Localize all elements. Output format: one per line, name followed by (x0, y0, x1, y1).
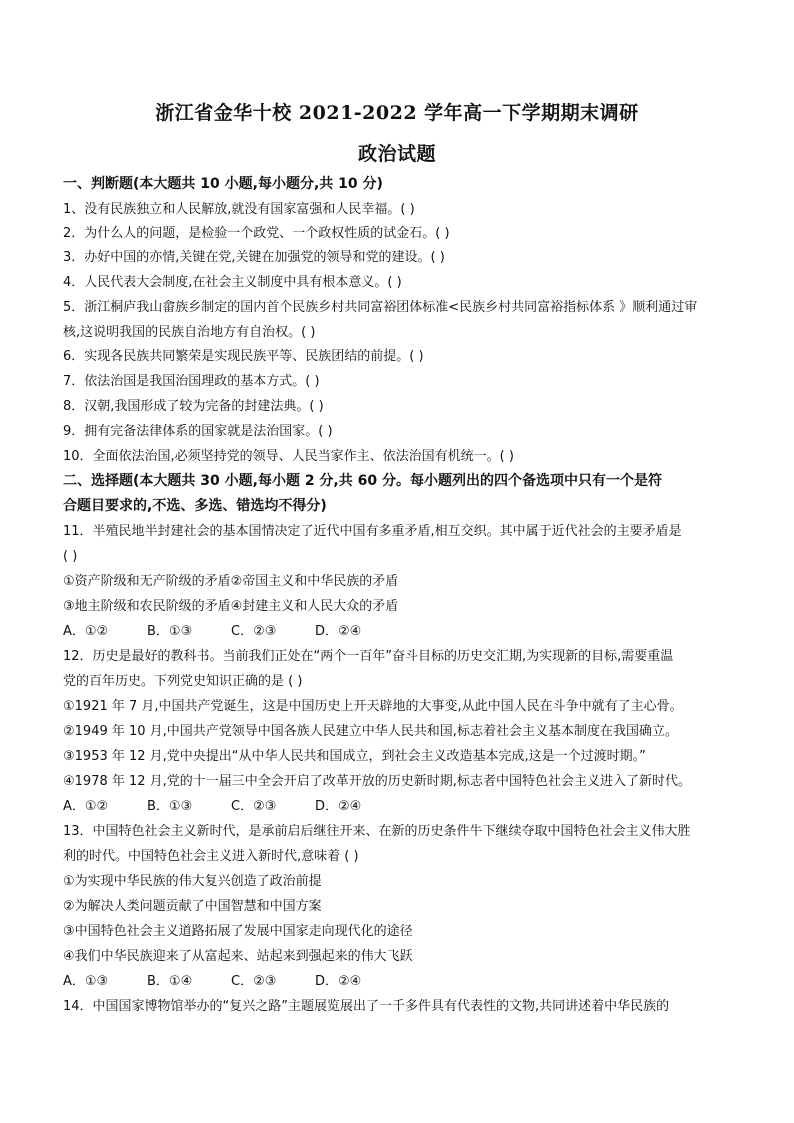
option-b: B．①③ (147, 624, 193, 639)
option-d: D．②④ (315, 799, 362, 814)
part1-heading: 一、判断题(本大题共 10 小题,每小题分,共 10 分) (63, 176, 383, 192)
option-a: A．①② (63, 624, 109, 639)
question-statement: ②1949 年 10 月,中国共产党领导中国各族人民建立中华人民共和国,标志着社会主义基本制度在我国确立。 (63, 724, 678, 739)
judgment-item: 3．办好中国的亦情,关键在党,关键在加强党的领导和党的建设。( ) (63, 250, 445, 265)
question-statement: ④我们中华民族迎来了从富起来、站起来到强起来的伟大飞跃 (63, 949, 413, 964)
judgment-item: 8．汉朝,我国形成了较为完备的封建法典。( ) (63, 399, 324, 414)
question-statement: ③地主阶级和农民阶级的矛盾④封建主义和人民大众的矛盾 (63, 599, 399, 614)
option-a: A．①② (63, 799, 109, 814)
option-d: D．②④ (315, 624, 362, 639)
option-b: B．①④ (147, 974, 193, 989)
question-stem: 利的时代。中国特色社会主义进入新时代,意味着 ( ) (63, 849, 359, 864)
question-stem: 14．中国国家博物馆举办的“复兴之路”主题展览展出了一千多件具有代表性的文物,共同讲述着中华民族的 (63, 999, 670, 1014)
question-stem: 12．历史是最好的教科书。当前我们正处在“两个一百年”奋斗目标的历史交汇期,为实现新的目标,需要重温 (63, 649, 674, 664)
question-statement: ④1978 年 12 月,党的十一届三中全会开启了改革开放的历史新时期,标志者中国特色社会主义进入了新时代。 (63, 774, 691, 789)
answer-options (63, 970, 399, 993)
judgment-item: 核,这说明我国的民族自治地方有自治权。( ) (63, 325, 316, 340)
judgment-item: 7．依法治国是我国治国理政的基本方式。( ) (63, 374, 320, 389)
question-statement: ①为实现中华民族的伟大复兴创造了政治前提 (63, 874, 322, 889)
judgment-item: 4．人民代表大会制度,在社会主义制度中具有根本意义。( ) (63, 275, 402, 290)
judgment-item: 10．全面依法治国,必须坚持党的领导、人民当家作主、依法治国有机统一。( ) (63, 449, 514, 464)
question-statement: ①资产阶级和无产阶级的矛盾②帝国主义和中华民族的矛盾 (63, 574, 399, 589)
question-stem: 11．半殖民地半封建社会的基本国情决定了近代中国有多重矛盾,相互交织。其中属于近代社会的主要矛盾是 (63, 524, 682, 539)
question-statement: ②为解决人类问题贡献了中国智慧和中国方案 (63, 899, 322, 914)
answer-options (63, 795, 399, 818)
judgment-item: 1、没有民族独立和人民解放,就没有国家富强和人民幸福。( ) (63, 202, 415, 217)
question-stem: ( ) (63, 549, 78, 564)
option-d: D．②④ (315, 974, 362, 989)
judgment-item: 5．浙江桐庐我山畲族乡制定的国内首个民族乡村共同富裕团体标准<民族乡村共同富裕指标体系 》顺利通过审 (63, 300, 698, 315)
option-a: A．①③ (63, 974, 109, 989)
question-statement: ①1921 年 7 月,中国共产党诞生，这是中国历史上开天辟地的大事变,从此中国人民在斗争中就有了主心骨。 (63, 699, 683, 714)
judgment-item: 2．为什么人的问题，是检验一个政党、一个政权性质的试金石。( ) (63, 226, 450, 241)
part2-heading: 二、选择题(本大题共 30 小题,每小题 2 分,共 60 分。每小题列出的四个备选项中只有一个是符 (63, 473, 662, 489)
answer-options (63, 620, 399, 643)
option-c: C．②③ (231, 799, 277, 814)
question-statement: ③中国特色社会主义道路拓展了发展中国家走向现代化的途径 (63, 924, 413, 939)
part2-heading-cont: 合题目要求的,不选、多选、错选均不得分) (63, 498, 327, 514)
judgment-item: 6．实现各民族共同繁荣是实现民族平等、民族团结的前提。( ) (63, 349, 424, 364)
doc-title: 浙江省金华十校 2021-2022 学年高一下学期期末调研 (155, 102, 639, 124)
option-c: C．②③ (231, 624, 277, 639)
question-stem: 党的百年历史。下列党史知识正确的是 ( ) (63, 674, 303, 689)
judgment-item: 9．拥有完备法律体系的国家就是法治国家。( ) (63, 424, 333, 439)
option-c: C．②③ (231, 974, 277, 989)
option-b: B．①③ (147, 799, 193, 814)
question-stem: 13．中国特色社会主义新时代，是承前启后继往开来、在新的历史条件牛下继续夺取中国特色社会主义伟大胜 (63, 824, 691, 839)
question-statement: ③1953 年 12 月,党中央提出“从中华人民共和国成立，到社会主义改造基本完成,这是一个过渡时期。” (63, 749, 646, 764)
doc-subtitle: 政治试题 (357, 143, 436, 165)
